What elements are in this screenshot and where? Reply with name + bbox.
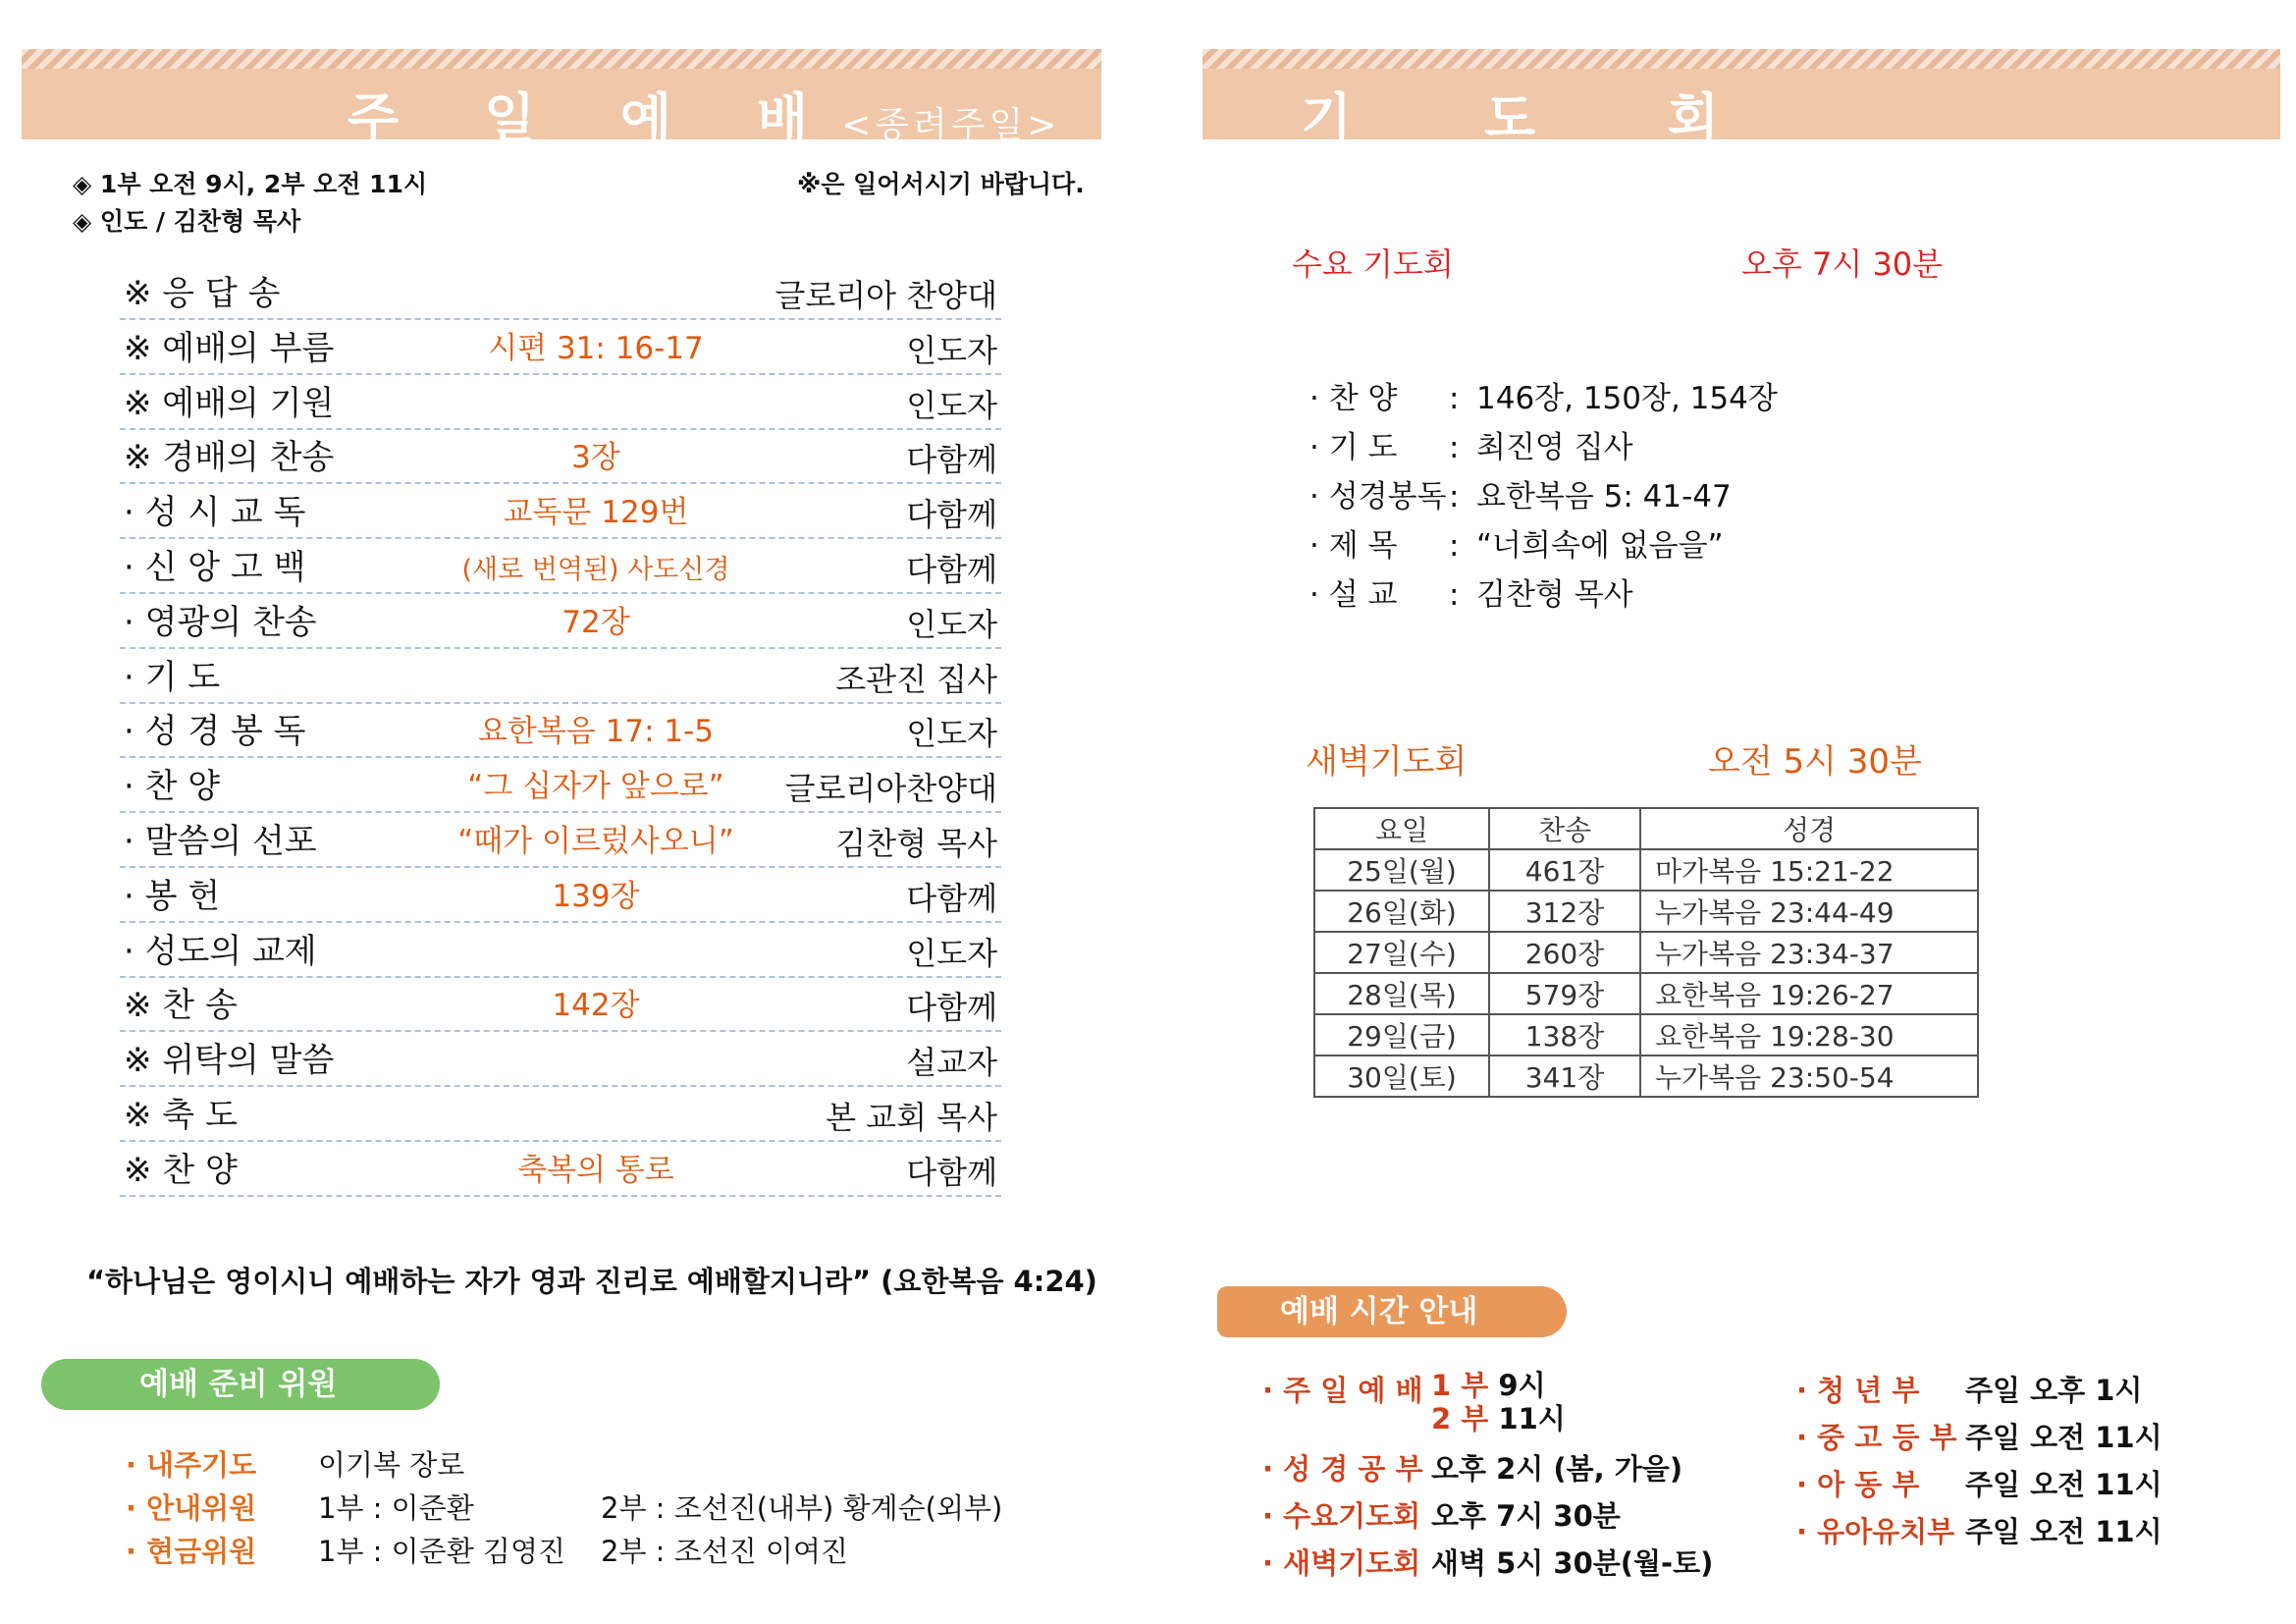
detail-value: 146장, 150장, 154장 (1476, 381, 1778, 416)
dawn-row (1314, 973, 1978, 1014)
service-part: 1 부 (1431, 1369, 1489, 1402)
dawn-hymn: 461장 (1489, 849, 1640, 891)
header-scripture: 성경 (1640, 808, 1978, 849)
schedule-label: · 새벽기도회 (1262, 1546, 1421, 1580)
worship-banner (22, 49, 1101, 149)
dawn-hymn: 312장 (1489, 891, 1640, 932)
schedule-label: · 청 년 부 (1796, 1374, 1920, 1407)
schedule-item (1262, 1494, 1621, 1535)
detail-colon: : (1449, 479, 1460, 514)
order-detail: 72장 (561, 604, 630, 640)
order-item: ※ 예배의 부름 (124, 328, 335, 368)
schedule-value: 오후 2시 (봄, 가을) (1431, 1452, 1683, 1486)
prep-first: 1부 : 이준환 김영진 (318, 1535, 565, 1568)
order-row (120, 537, 1001, 594)
prayer-title: 기 도 회 (1301, 87, 1777, 149)
order-row (120, 482, 1001, 539)
order-detail: 교독문 129번 (503, 495, 689, 531)
detail-row (1309, 471, 1732, 515)
sunday-service-line (1431, 1369, 1566, 1402)
order-leader: 인도자 (906, 386, 997, 424)
order-leader: 다함께 (906, 989, 997, 1027)
worship-title (347, 77, 1061, 152)
dawn-time: 오전 5시 30분 (1708, 742, 1922, 782)
order-leader: 다함께 (906, 496, 997, 534)
schedule-label: · 유아유치부 (1796, 1515, 1955, 1548)
order-detail: 시편 31: 16-17 (488, 330, 704, 366)
schedule-title: 예배 시간 안내 (1280, 1294, 1478, 1329)
order-row (120, 811, 1001, 868)
header-day: 요일 (1314, 808, 1489, 849)
order-item: · 영광의 찬송 (124, 602, 317, 642)
detail-value: 최진영 집사 (1476, 430, 1633, 465)
schedule-pill (1217, 1286, 1567, 1337)
schedule-item (1796, 1369, 2142, 1409)
order-item: · 찬 양 (124, 767, 221, 807)
order-row (120, 647, 1001, 704)
order-row (120, 1140, 1001, 1197)
detail-label: · 제 목 (1309, 528, 1398, 564)
dawn-hymn: 579장 (1489, 973, 1640, 1014)
prep-committee-title: 예배 준비 위원 (139, 1367, 338, 1402)
detail-value: “너희속에 없음을” (1476, 528, 1724, 564)
prep-second: 2부 : 조선진 이여진 (601, 1535, 848, 1568)
order-row (120, 701, 1001, 758)
schedule-label: · 수요기도회 (1262, 1499, 1421, 1533)
dawn-table-header (1314, 808, 1978, 849)
order-leader: 인도자 (906, 934, 997, 972)
detail-colon: : (1449, 528, 1460, 564)
dawn-scripture: 누가복음 23:34-37 (1640, 932, 1978, 973)
order-item: · 성 경 봉 독 (124, 712, 306, 752)
prayer-banner (1202, 49, 2280, 149)
order-detail: 축복의 통로 (517, 1152, 674, 1188)
order-item: · 성도의 교제 (124, 931, 317, 971)
order-item: · 기 도 (124, 657, 221, 697)
order-row (120, 866, 1001, 923)
order-row (120, 373, 1001, 430)
schedule-value: 오후 7시 30분 (1431, 1499, 1621, 1533)
dawn-row (1314, 932, 1978, 973)
prep-committee-pill (41, 1359, 440, 1410)
dawn-scripture: 누가복음 23:50-54 (1640, 1056, 1978, 1097)
schedule-value: 주일 오전 11시 (1965, 1515, 2163, 1548)
order-item: ※ 찬 송 (124, 986, 238, 1026)
prep-first: 1부 : 이준환 (318, 1491, 474, 1525)
order-detail: 142장 (552, 988, 640, 1024)
order-leader: 설교자 (906, 1044, 997, 1082)
order-leader: 다함께 (906, 441, 997, 479)
order-leader: 글로리아 찬양대 (774, 277, 997, 314)
order-row (120, 318, 1001, 375)
order-item: · 성 시 교 독 (124, 493, 306, 533)
sunday-service-line (1431, 1402, 1566, 1435)
order-row (120, 1030, 1001, 1087)
detail-row (1309, 373, 1778, 417)
order-leader: 조관진 집사 (835, 660, 997, 698)
dawn-row (1314, 891, 1978, 932)
dawn-day: 26일(화) (1314, 891, 1489, 932)
order-row (120, 975, 1001, 1032)
dawn-row (1314, 1056, 1978, 1097)
dawn-scripture: 누가복음 23:44-49 (1640, 891, 1978, 932)
dawn-scripture: 요한복음 19:26-27 (1640, 973, 1978, 1014)
prep-row (126, 1530, 848, 1570)
banner-stripe-right (1202, 49, 2280, 69)
order-item: · 말씀의 선포 (124, 822, 317, 861)
schedule-label: · 주 일 예 배 (1262, 1374, 1423, 1407)
schedule-item (1796, 1510, 2163, 1550)
order-leader: 다함께 (906, 551, 997, 588)
order-leader: 다함께 (906, 879, 997, 917)
prep-row (126, 1443, 465, 1484)
dawn-scripture: 요한복음 19:28-30 (1640, 1014, 1978, 1056)
order-detail: “그 십자가 앞으로” (467, 769, 724, 805)
banner-stripe (22, 49, 1101, 69)
prep-label: · 현금위원 (126, 1535, 257, 1568)
schedule-item (1262, 1542, 1713, 1582)
dawn-hymn: 341장 (1489, 1056, 1640, 1097)
dawn-day: 27일(수) (1314, 932, 1489, 973)
detail-value: 김찬형 목사 (1476, 577, 1633, 613)
dawn-title: 새벽기도회 (1306, 742, 1468, 782)
service-time-info: ◈ 1부 오전 9시, 2부 오전 11시 (73, 170, 428, 198)
dawn-schedule-table (1313, 807, 1979, 1098)
detail-label: · 성경봉독 (1309, 479, 1447, 514)
order-detail: “때가 이르렀사오니” (457, 824, 734, 859)
order-row (120, 263, 1001, 320)
order-row (120, 1085, 1001, 1142)
schedule-item (1796, 1463, 2163, 1503)
order-item: · 신 앙 고 백 (124, 548, 306, 587)
order-leader: 글로리아찬양대 (784, 770, 997, 808)
order-item: ※ 경배의 찬송 (124, 438, 335, 478)
dawn-hymn: 138장 (1489, 1014, 1640, 1056)
order-detail: (새로 번역된) 사도신경 (461, 555, 730, 585)
prep-label: · 내주기도 (126, 1448, 257, 1482)
dawn-row (1314, 1014, 1978, 1056)
order-item: ※ 위탁의 말씀 (124, 1041, 335, 1081)
dawn-scripture: 마가복음 15:21-22 (1640, 849, 1978, 891)
schedule-value: 주일 오전 11시 (1965, 1421, 2163, 1454)
prep-row (126, 1487, 1003, 1527)
order-item: ※ 축 도 (124, 1096, 238, 1135)
detail-row (1309, 520, 1724, 565)
order-leader: 인도자 (906, 605, 997, 643)
service-part: 2 부 (1431, 1402, 1489, 1435)
schedule-label: · 아 동 부 (1796, 1468, 1920, 1501)
detail-row (1309, 422, 1633, 466)
schedule-value: 새벽 5시 30분(월-토) (1431, 1546, 1714, 1580)
service-time: 9시 (1498, 1369, 1546, 1402)
prep-second: 2부 : 조선진(내부) 황계순(외부) (601, 1491, 1003, 1525)
order-leader: 인도자 (906, 715, 997, 753)
order-row (120, 427, 1001, 484)
order-item: ※ 찬 양 (124, 1150, 238, 1190)
order-leader: 다함께 (906, 1153, 997, 1191)
detail-label: · 설 교 (1309, 577, 1398, 613)
schedule-item (1262, 1369, 1566, 1435)
dawn-day: 30일(토) (1314, 1056, 1489, 1097)
order-item: ※ 예배의 기원 (124, 383, 335, 423)
detail-label: · 기 도 (1309, 430, 1398, 465)
schedule-value: 주일 오전 11시 (1965, 1468, 2163, 1501)
order-row (120, 592, 1001, 649)
prep-label: · 안내위원 (126, 1491, 257, 1525)
detail-colon: : (1449, 381, 1460, 416)
dawn-day: 25일(월) (1314, 849, 1489, 891)
service-time: 11시 (1498, 1402, 1566, 1435)
order-item: ※ 응 답 송 (124, 274, 281, 313)
leader-info: ◈ 인도 / 김찬형 목사 (73, 207, 301, 236)
schedule-item (1796, 1416, 2163, 1456)
wednesday-title: 수요 기도회 (1292, 245, 1454, 283)
order-leader: 인도자 (906, 331, 997, 369)
dawn-hymn: 260장 (1489, 932, 1640, 973)
schedule-value: 주일 오후 1시 (1965, 1374, 2143, 1407)
dawn-row (1314, 849, 1978, 891)
sunday-service-times (1431, 1369, 1566, 1435)
detail-colon: : (1449, 577, 1460, 613)
dawn-day: 28일(목) (1314, 973, 1489, 1014)
stand-notice: ※은 일어서시기 바랍니다. (797, 170, 1085, 198)
worship-title-text: 주 일 예 배 (347, 87, 842, 149)
order-detail: 139장 (552, 878, 640, 914)
order-leader: 김찬형 목사 (835, 825, 997, 862)
schedule-label: · 중 고 등 부 (1796, 1421, 1957, 1454)
scripture-quote: “하나님은 영이시니 예배하는 자가 영과 진리로 예배할지니라” (요한복음 4:24) (86, 1265, 1097, 1298)
schedule-item (1262, 1447, 1682, 1488)
detail-value: 요한복음 5: 41-47 (1476, 479, 1732, 514)
header-hymn: 찬송 (1489, 808, 1640, 849)
order-detail: 요한복음 17: 1-5 (477, 714, 714, 750)
wednesday-time: 오후 7시 30분 (1741, 245, 1944, 283)
order-item: · 봉 헌 (124, 876, 221, 916)
schedule-label: · 성 경 공 부 (1262, 1452, 1423, 1486)
order-row (120, 756, 1001, 813)
order-row (120, 921, 1001, 978)
order-detail: 3장 (571, 440, 620, 476)
order-leader: 본 교회 목사 (826, 1099, 997, 1136)
detail-label: · 찬 양 (1309, 381, 1398, 416)
prep-first: 이기복 장로 (318, 1448, 465, 1482)
detail-colon: : (1449, 430, 1460, 465)
dawn-day: 29일(금) (1314, 1014, 1489, 1056)
detail-row (1309, 569, 1633, 614)
worship-subtitle: <종려주일> (841, 105, 1061, 145)
